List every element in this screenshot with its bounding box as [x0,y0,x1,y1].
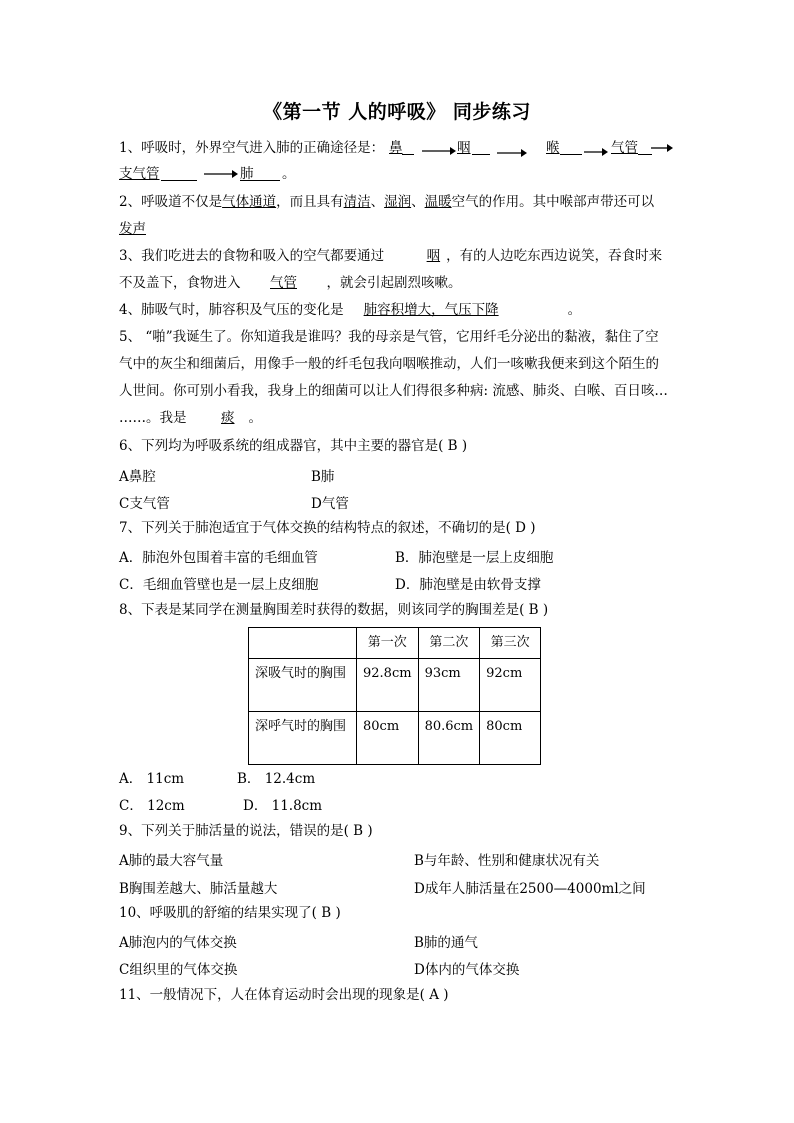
q2-answer: 清洁 [343,194,371,210]
q2-answer-voice: 发声 [119,221,146,237]
q1-prefix: 1、呼吸时，外界空气进入肺的正确途径是： [119,140,385,156]
q8-option-d: D． 11.8cm [243,798,323,814]
chest-measurement-table [248,627,541,765]
table-cell: 80.6cm [418,712,480,765]
q1-answer-nose: 鼻 [389,140,403,156]
table-header-cell: 第二次 [418,628,480,659]
q10-option-d: D体内的气体交换 [414,962,520,978]
q4-text: 4、肺吸气时，肺容积及气压的变化是 [119,302,344,318]
q5-line1: 5、 “啪”我诞生了。你知道我是谁吗？我的母亲是气管，它用纤毛分泌出的黏液，黏住了空 [119,329,659,345]
q10-option-c: C组织里的气体交换 [119,962,238,978]
q1-answer-bronchus: 支气管 [119,166,160,182]
q4-line [119,301,581,319]
table-row [249,659,541,712]
q3-text: ，就会引起剧烈咳嗽。 [326,275,462,291]
q2-text: 2、呼吸道不仅是 [119,194,223,210]
table-row-label: 深呼气时的胸围 [249,712,357,765]
q3-line2 [119,274,462,292]
q6-stem: 6、下列均为呼吸系统的组成器官，其中主要的器官是( B ) [119,438,468,454]
q5-text: ……。我是 [119,410,187,426]
q1-blank [560,140,582,155]
q9-option-a: A肺的最大容气量 [119,853,224,869]
q2-text: 空气的作用。其中喉部声带还可以 [451,194,655,210]
q8-option-b: B． 12.4cm [237,771,316,787]
q4-end: 。 [567,302,582,318]
q10-option-b: B肺的通气 [414,935,478,951]
table-header-cell [249,628,357,659]
q1-answer-lung: 肺 [240,166,254,182]
q10-option-a: A肺泡内的气体交换 [119,935,237,951]
q1-blank [472,140,490,155]
q7-option-b: B．肺泡壁是一层上皮细胞 [395,550,554,566]
q1-blank [638,140,652,155]
q8-option-a: A． 11cm [119,771,185,787]
q9-stem: 9、下列关于肺活量的说法，错误的是( B ) [119,823,373,839]
q1-answer-pharynx: 咽 [457,140,471,156]
q6-option-b: B肺 [311,469,335,485]
q10-stem: 10、呼吸肌的舒缩的结果实现了( B ) [119,905,341,921]
arrow-icon [651,142,673,154]
q1-answer-larynx: 喉 [546,140,560,156]
q1-answer-trachea: 气管 [611,140,638,156]
q9-option-b: B与年龄、性别和健康状况有关 [414,853,600,869]
q1-line1 [119,139,384,157]
q7-option-c: C．毛细血管壁也是一层上皮细胞 [119,577,319,593]
q3-line1 [119,247,662,265]
q3-text: 3、我们吃进去的食物和吸入的空气都要通过 [119,248,385,264]
q3-answer: 咽 [426,248,441,264]
q7-option-d: D．肺泡壁是由软骨支撑 [395,577,541,593]
q5-answer: 痰 [221,410,235,426]
q9-option-c: B胸围差越大、肺活量越大 [119,881,278,897]
table-cell: 93cm [418,659,480,712]
q3-answer: 气管 [270,275,297,291]
table-cell: 92cm [480,659,541,712]
table-header-cell: 第一次 [357,628,419,659]
q6-option-d: D气管 [311,496,349,512]
q3-text: ，有的人边吃东西边说笑，吞食时来 [446,248,663,264]
q1-blank [161,166,197,181]
q2-answer: 气体通道 [222,194,277,210]
arrow-icon [497,148,527,158]
q9-option-d: D成年人肺活量在2500—4000ml之间 [414,881,646,897]
q1-end: 。 [282,166,296,182]
q2-text: 、 [411,194,425,210]
q5-line2: 气中的灰尘和细菌后，用像手一般的纤毛包我向咽喉推动，人们一咳嗽我便来到这个陌生的 [119,356,659,372]
q5-end: 。 [248,410,262,426]
table-row [249,712,541,765]
q2-line1 [119,193,654,211]
q11-stem: 11、一般情况下，人在体育运动时会出现的现象是( A ) [119,987,449,1003]
q7-option-a: A．肺泡外包围着丰富的毛细血管 [119,550,318,566]
q8-stem: 8、下表是某同学在测量胸围差时获得的数据，则该同学的胸围差是( B ) [119,602,549,618]
arrow-icon [204,169,238,179]
table-row-label: 深吸气时的胸围 [249,659,357,712]
arrow-icon [422,146,456,156]
q6-option-a: A鼻腔 [119,469,156,485]
q2-text: 、 [370,194,385,210]
q5-line3: 人世间。你可别小看我，我身上的细菌可以让人们得很多种病: 流感、肺炎、白喉、百日咳… [119,383,668,399]
table-cell: 92.8cm [357,659,419,712]
q1-blank [402,140,414,155]
q6-option-c: C支气管 [119,496,170,512]
q2-answer: 湿润 [384,194,412,210]
q3-text: 不及盖下，食物进入 [119,275,241,291]
q2-text: ，而且具有 [276,194,344,210]
table-cell: 80cm [357,712,419,765]
table-cell: 80cm [480,712,541,765]
q4-answer: 肺容积增大，气压下降 [363,302,499,318]
q5-line4 [119,409,262,427]
page-title: 《第一节 人的呼吸》 同步练习 [263,101,531,123]
q7-stem: 7、下列关于肺泡适宜于气体交换的结构特点的叙述，不确切的是( D ) [119,520,536,536]
q8-option-c: C． 12cm [119,798,185,814]
table-header-row [249,628,541,659]
arrow-icon [584,146,608,158]
table-header-cell: 第三次 [480,628,541,659]
q2-answer: 温暖 [424,194,452,210]
